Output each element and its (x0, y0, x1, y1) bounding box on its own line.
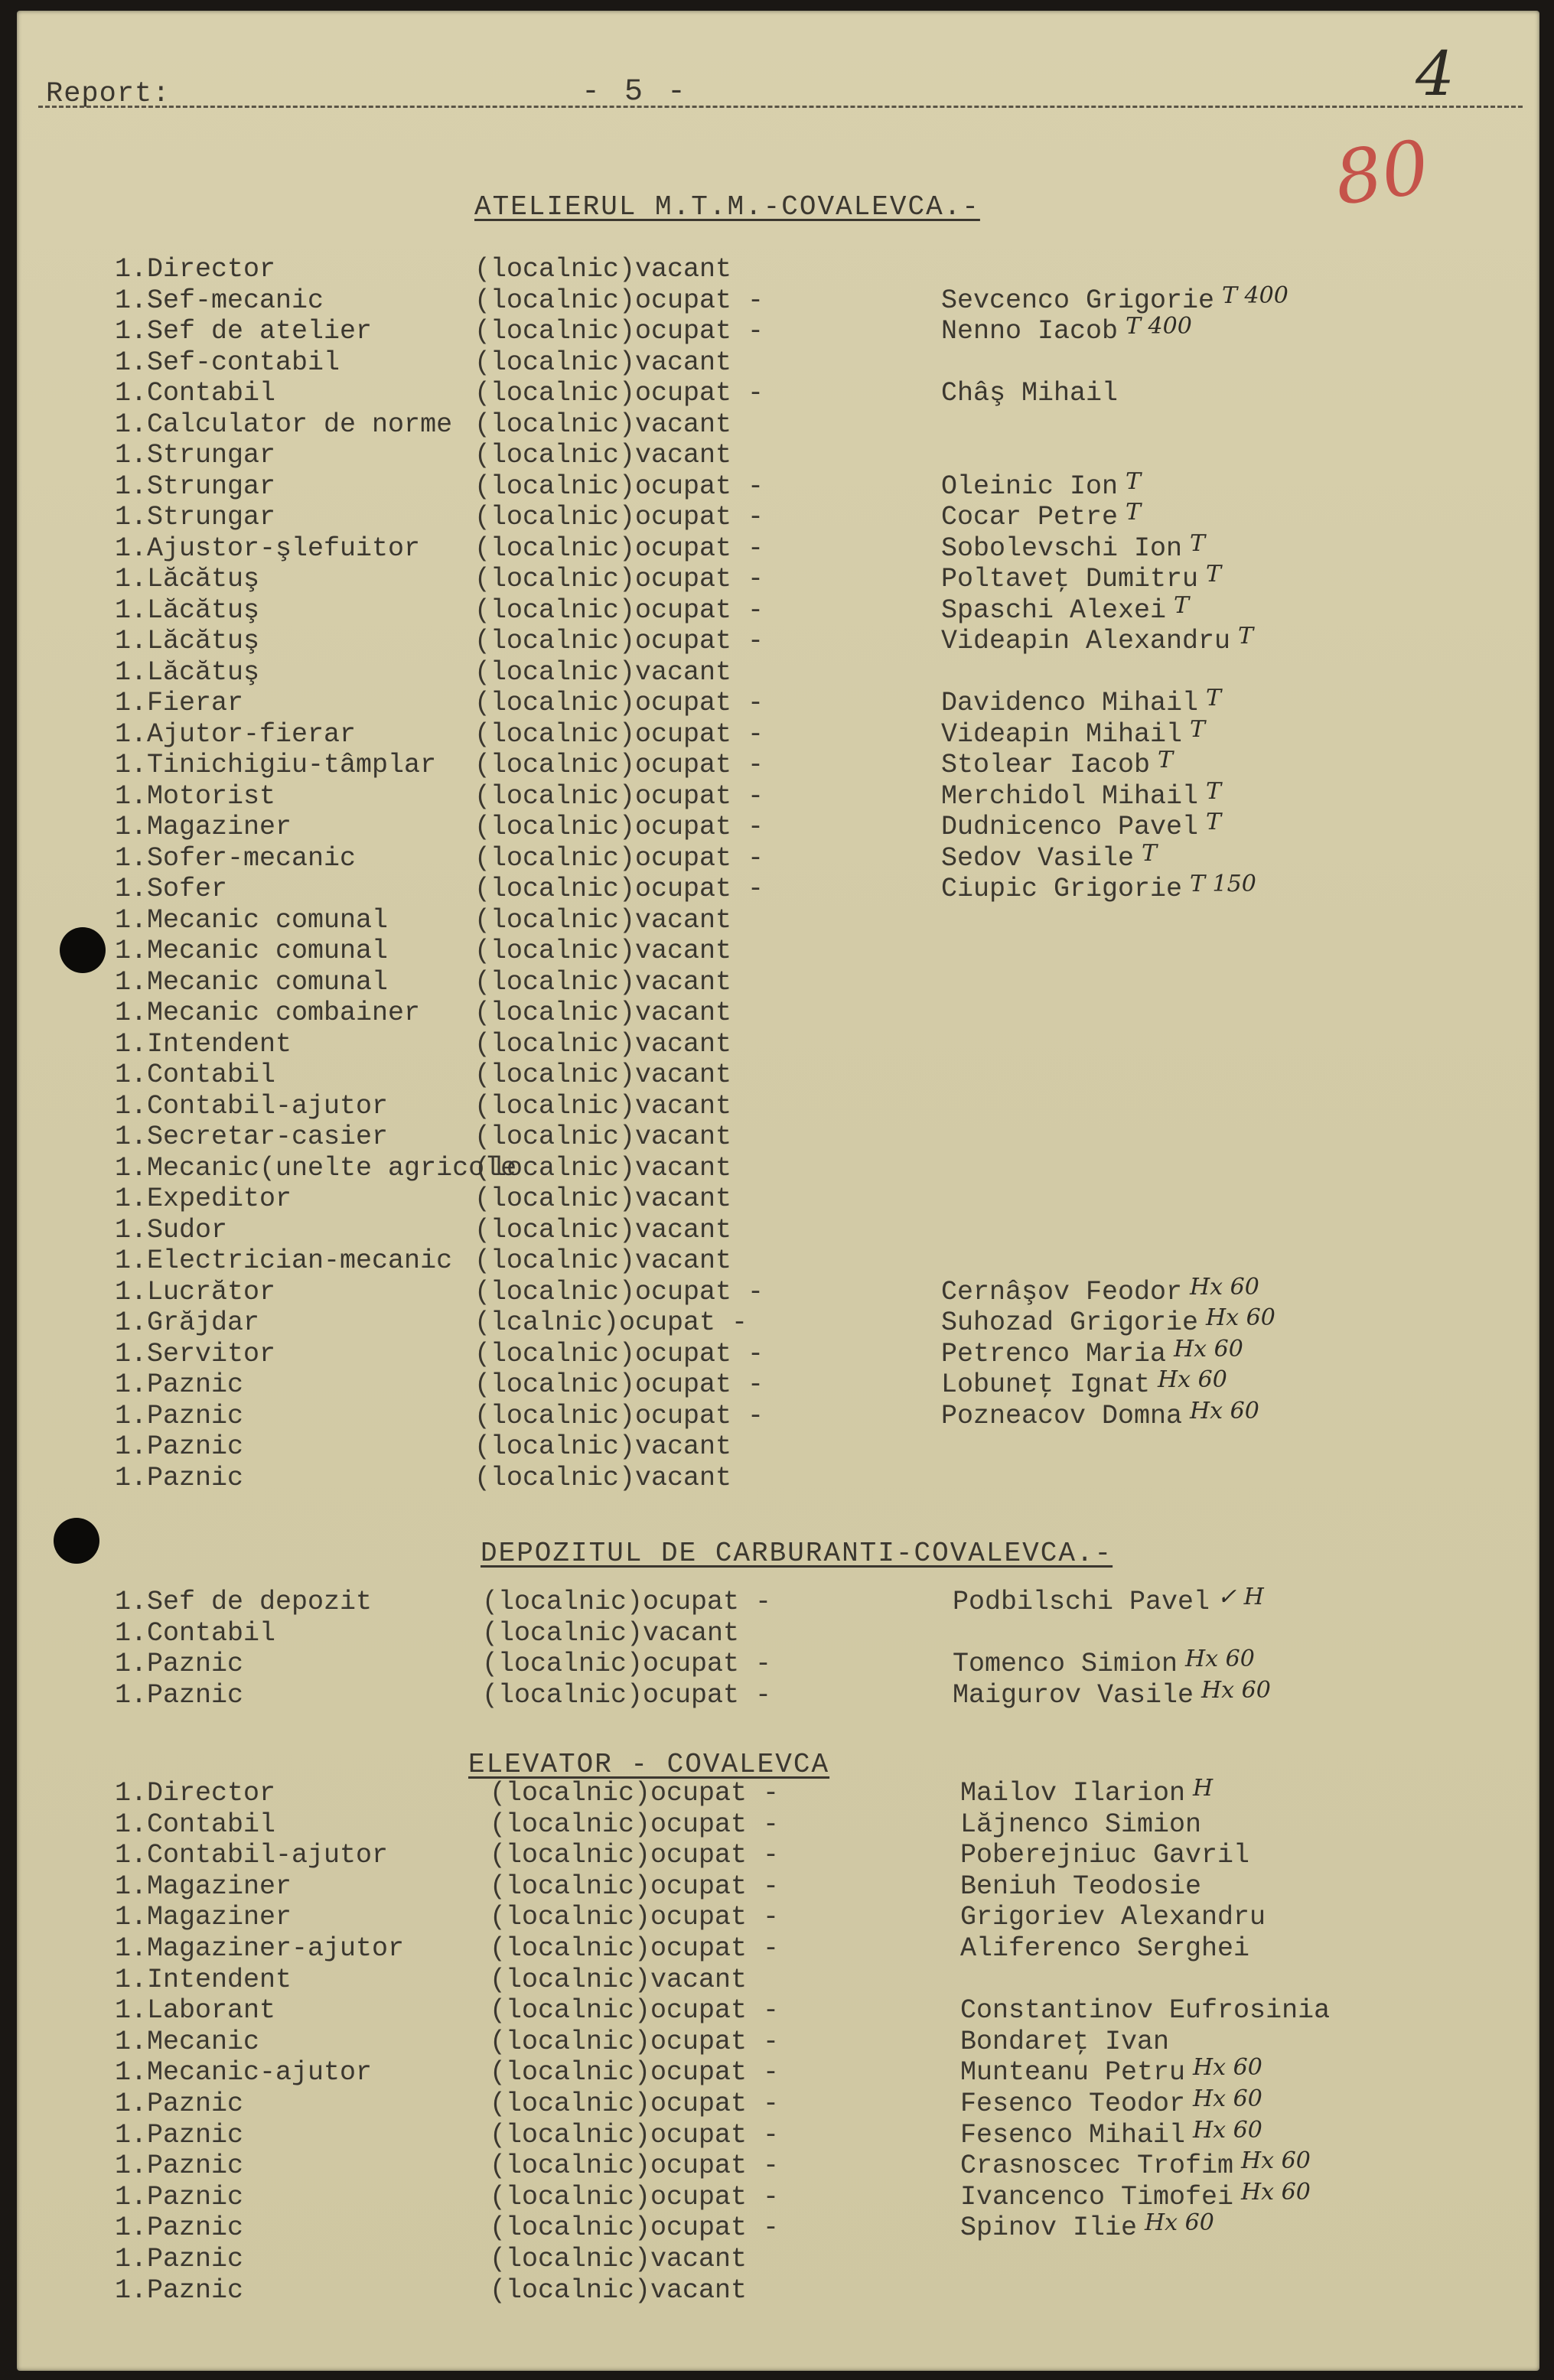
table-row (115, 715, 1492, 750)
position-status: (localnic)ocupat - (490, 2089, 780, 2119)
position-status: (localnic)vacant (474, 1245, 732, 1276)
punch-hole-top (60, 927, 106, 973)
position-status: (localnic)vacant (474, 998, 732, 1028)
position-status: (localnic)vacant (474, 904, 732, 936)
handwritten-annotation: T 400 (1126, 313, 1192, 340)
position-status: (lcalnic)ocupat - (474, 1307, 748, 1338)
punch-hole-bottom (54, 1518, 99, 1564)
header-divider (38, 106, 1523, 108)
handwritten-annotation: H (1193, 1775, 1214, 1802)
handwritten-annotation: T (1190, 529, 1206, 557)
table-row (115, 313, 1492, 347)
position-title: 1.Strungar (115, 502, 276, 532)
handwritten-red-number: 80 (1329, 124, 1435, 222)
table-row (115, 561, 1492, 594)
position-status: (localnic)ocupat - (490, 2026, 780, 2057)
position-status: (localnic)ocupat - (474, 1276, 764, 1307)
position-title: 1.Lăcătuş (115, 564, 260, 594)
table-row (115, 2275, 1492, 2306)
employee-name: Sevcenco Grigorie (941, 285, 1215, 316)
employee-name: Tomenco Simion (953, 1649, 1178, 1679)
position-status: (localnic)ocupat - (474, 750, 764, 780)
position-title: 1.Contabil-ajutor (115, 1840, 389, 1871)
position-title: 1.Paznic (115, 1462, 244, 1493)
position-title: 1.Paznic (115, 2089, 244, 2119)
handwritten-annotation: Hx 60 (1193, 2085, 1262, 2112)
position-status: (localnic)vacant (474, 1122, 732, 1152)
table-row (115, 1584, 1492, 1617)
table-row (115, 1933, 1492, 1964)
employee-name: Nenno Iacob (941, 316, 1119, 347)
handwritten-annotation: T 400 (1222, 282, 1288, 309)
position-status: (localnic)ocupat - (490, 1870, 780, 1902)
page-number: - 5 - (582, 75, 689, 109)
position-status: (localnic)ocupat - (490, 1933, 780, 1964)
position-title: 1.Lucrător (115, 1276, 276, 1307)
table-row (115, 2027, 1492, 2057)
position-title: 1.Paznic (115, 2244, 244, 2274)
position-status: (localnic)ocupat - (474, 1338, 764, 1369)
position-status: (localnic)vacant (474, 347, 732, 378)
position-title: 1.Mecanic comunal (115, 904, 389, 936)
table-row (115, 1091, 1492, 1122)
employee-name: Sedov Vasile (941, 842, 1135, 874)
employee-name: Oleinic Ion (941, 470, 1119, 502)
handwritten-annotation: Hx 60 (1185, 1646, 1255, 1672)
position-title: 1.Motorist (115, 780, 276, 812)
employee-name: Pozneacov Domna (941, 1400, 1183, 1431)
table-row (115, 1871, 1492, 1902)
position-status: (localnic)vacant (474, 1183, 732, 1214)
table-row (115, 1463, 1492, 1493)
position-status: (localnic)vacant (490, 2274, 748, 2306)
handwritten-annotation: Hx 60 (1145, 2209, 1214, 2237)
table-row (115, 905, 1492, 936)
employee-name: Munteanu Petru (960, 2057, 1186, 2089)
table-row (115, 1809, 1492, 1840)
handwritten-folio-number: 4 (1416, 38, 1455, 109)
position-title: 1.Mecanic-ajutor (115, 2057, 373, 2089)
table-row (115, 747, 1492, 780)
position-status: (localnic)ocupat - (490, 2119, 780, 2150)
position-status: (localnic)ocupat - (490, 2212, 780, 2244)
table-row (115, 1431, 1492, 1462)
handwritten-annotation: Hx 60 (1174, 1335, 1243, 1363)
table-row (115, 1995, 1492, 2026)
employee-name: Suhozad Grigorie (941, 1307, 1199, 1338)
position-title: 1.Paznic (115, 2212, 244, 2244)
handwritten-annotation: T (1206, 685, 1222, 711)
employee-name: Fesenco Teodor (960, 2089, 1186, 2119)
position-status: (localnic)vacant (474, 440, 732, 470)
position-title: 1.Sofer (115, 874, 228, 904)
handwritten-annotation: T (1126, 467, 1142, 495)
handwritten-annotation: T (1206, 561, 1222, 588)
position-title: 1.Paznic (115, 1400, 244, 1431)
table-row (115, 1335, 1492, 1369)
employee-name: Beniuh Teodosie (960, 1870, 1202, 1902)
position-title: 1.Mecanic(unelte agricole (115, 1152, 517, 1183)
table-row (115, 998, 1492, 1028)
position-title: 1.Sef-mecanic (115, 285, 324, 316)
position-status: (localnic)ocupat - (474, 594, 764, 626)
position-title: 1.Paznic (115, 2119, 244, 2150)
table-row (115, 967, 1492, 998)
table-row (115, 809, 1492, 842)
position-title: 1.Strungar (115, 470, 276, 502)
position-status: (localnic)ocupat - (490, 2057, 780, 2089)
position-status: (localnic)ocupat - (482, 1587, 772, 1617)
position-status: (localnic)ocupat - (474, 780, 764, 812)
handwritten-annotation: T (1174, 591, 1190, 619)
position-status: (localnic)ocupat - (474, 502, 764, 532)
position-title: 1.Director (115, 254, 276, 285)
position-title: 1.Calculator de norme (115, 409, 453, 440)
table-row (115, 499, 1492, 532)
table-row (115, 623, 1492, 656)
table-row (115, 1029, 1492, 1060)
position-status: (localnic)ocupat - (474, 1400, 764, 1431)
table-row (115, 685, 1492, 718)
position-status: (localnic)ocupat - (482, 1679, 772, 1711)
employee-name: Fesenco Mihail (960, 2119, 1186, 2150)
position-title: 1.Sef de depozit (115, 1587, 373, 1617)
position-title: 1.Sofer-mecanic (115, 842, 357, 874)
handwritten-annotation: T (1126, 499, 1142, 526)
employee-name: Châş Mihail (941, 378, 1119, 409)
table-row (115, 2116, 1492, 2150)
position-title: 1.Paznic (115, 1431, 244, 1462)
table-row (115, 2147, 1492, 2182)
position-status: (localnic)ocupat - (474, 718, 764, 750)
employee-name: Podbilschi Pavel (953, 1587, 1210, 1617)
table-row (115, 1304, 1492, 1338)
position-title: 1.Paznic (115, 2150, 244, 2182)
position-status: (localnic)ocupat - (474, 812, 764, 842)
table-row (115, 529, 1492, 564)
table-row (115, 378, 1492, 409)
employee-name: Videapin Alexandru (941, 626, 1231, 656)
position-status: (localnic)ocupat - (490, 1840, 780, 1871)
table-row (115, 2054, 1492, 2089)
position-title: 1.Director (115, 1778, 276, 1809)
position-title: 1.Mecanic combainer (115, 998, 421, 1028)
employee-name: Constantinov Eufrosinia (960, 1995, 1331, 2027)
table-row (115, 1676, 1492, 1711)
position-status: (localnic)vacant (474, 966, 732, 998)
employee-name: Stolear Iacob (941, 750, 1151, 780)
report-label: Report: (46, 78, 171, 110)
position-status: (localnic)vacant (474, 1028, 732, 1060)
table-row (115, 1840, 1492, 1870)
position-title: 1.Mecanic comunal (115, 966, 389, 998)
handwritten-annotation: T 150 (1190, 871, 1256, 897)
position-status: (localnic)ocupat - (474, 316, 764, 347)
employee-name: Poberejniuc Gavril (960, 1840, 1250, 1871)
employee-name: Dudnicenco Pavel (941, 812, 1199, 842)
employee-name: Cocar Petre (941, 502, 1119, 532)
table-row (115, 871, 1492, 904)
position-status: (localnic)ocupat - (474, 1369, 764, 1400)
handwritten-annotation: Hx 60 (1241, 2147, 1311, 2175)
table-row (115, 2178, 1492, 2212)
table-row (115, 2209, 1492, 2244)
position-title: 1.Magaziner (115, 812, 292, 842)
position-title: 1.Strungar (115, 440, 276, 470)
position-title: 1.Lăcătuş (115, 656, 260, 688)
position-status: (localnic)ocupat - (474, 470, 764, 502)
employee-name: Merchidol Mihail (941, 780, 1199, 812)
position-status: (localnic)vacant (474, 1152, 732, 1183)
position-status: (localnic)ocupat - (490, 1809, 780, 1840)
handwritten-annotation: T (1238, 623, 1254, 650)
employee-name: Bondareţ Ivan (960, 2026, 1170, 2057)
position-title: 1.Laborant (115, 1995, 276, 2027)
position-title: 1.Tinichigiu-tâmplar (115, 750, 437, 780)
table-row (115, 1618, 1492, 1649)
table-row (115, 936, 1492, 966)
position-status: (localnic)vacant (474, 656, 732, 688)
table-row (115, 1060, 1492, 1090)
position-status: (localnic)ocupat - (474, 532, 764, 564)
position-status: (localnic)ocupat - (474, 285, 764, 316)
position-status: (localnic)ocupat - (490, 1902, 780, 1933)
position-status: (localnic)vacant (474, 936, 732, 966)
employee-name: Ciupic Grigorie (941, 874, 1183, 904)
handwritten-annotation: T (1142, 839, 1158, 867)
table-row (115, 467, 1492, 502)
table-row (115, 839, 1492, 874)
position-status: (localnic)ocupat - (490, 2181, 780, 2212)
table-row (115, 409, 1492, 440)
position-status: (localnic)ocupat - (474, 874, 764, 904)
handwritten-annotation: T (1158, 747, 1174, 773)
table-row (115, 591, 1492, 626)
position-status: (localnic)vacant (490, 2244, 748, 2274)
position-status: (localnic)ocupat - (490, 1995, 780, 2027)
table-row (115, 1397, 1492, 1431)
position-status: (localnic)vacant (474, 1462, 732, 1493)
position-status: (localnic)vacant (474, 409, 732, 440)
position-title: 1.Intendent (115, 1028, 292, 1060)
position-title: 1.Sef-contabil (115, 347, 340, 378)
position-status: (localnic)vacant (474, 1214, 732, 1245)
position-status: (localnic)ocupat - (490, 1778, 780, 1809)
position-title: 1.Contabil (115, 1060, 276, 1090)
employee-name: Sobolevschi Ion (941, 532, 1183, 564)
employee-name: Spinov Ilie (960, 2212, 1138, 2244)
position-title: 1.Intendent (115, 1964, 292, 1995)
table-row (115, 254, 1492, 285)
position-title: 1.Secretar-casier (115, 1122, 389, 1152)
table-row (115, 1215, 1492, 1245)
position-title: 1.Magaziner (115, 1870, 292, 1902)
handwritten-annotation: T (1206, 809, 1222, 835)
position-status: (localnic)ocupat - (474, 688, 764, 718)
position-title: 1.Magaziner-ajutor (115, 1933, 405, 1964)
position-title: 1.Sudor (115, 1214, 228, 1245)
position-title: 1.Lăcătuş (115, 594, 260, 626)
table-row (115, 1775, 1492, 1809)
position-status: (localnic)vacant (474, 1060, 732, 1090)
table-row (115, 1366, 1492, 1400)
position-status: (localnic)vacant (474, 1090, 732, 1122)
position-status: (localnic)ocupat - (490, 2150, 780, 2182)
position-title: 1.Contabil-ajutor (115, 1090, 389, 1122)
handwritten-annotation: Hx 60 (1193, 2116, 1262, 2144)
position-status: (localnic)ocupat - (474, 564, 764, 594)
position-title: 1.Ajutor-fierar (115, 718, 357, 750)
table-row (115, 1245, 1492, 1276)
position-title: 1.Contabil (115, 378, 276, 409)
section-title-depozit: DEPOZITUL DE CARBURANTI-COVALEVCA.- (481, 1538, 1113, 1569)
table-row (115, 777, 1492, 812)
position-title: 1.Electrician-mecanic (115, 1245, 453, 1276)
position-status: (localnic)ocupat - (482, 1649, 772, 1679)
handwritten-annotation: Hx 60 (1201, 1676, 1271, 1704)
position-status: (localnic)ocupat - (474, 842, 764, 874)
handwritten-annotation: Hx 60 (1241, 2178, 1311, 2206)
employee-name: Poltaveţ Dumitru (941, 564, 1199, 594)
position-title: 1.Expeditor (115, 1183, 292, 1214)
position-status: (localnic)vacant (490, 1964, 748, 1995)
table-row (115, 1183, 1492, 1214)
position-title: 1.Mecanic (115, 2026, 260, 2057)
position-status: (localnic)vacant (474, 1431, 732, 1462)
table-row (115, 282, 1492, 316)
employee-name: Cernâşov Feodor (941, 1276, 1183, 1307)
table-row (115, 347, 1492, 378)
employee-name: Videapin Mihail (941, 718, 1183, 750)
employee-name: Ivancenco Timofei (960, 2181, 1234, 2212)
table-row (115, 1122, 1492, 1152)
position-status: (localnic)ocupat - (474, 378, 764, 409)
position-title: 1.Contabil (115, 1617, 276, 1649)
position-title: 1.Paznic (115, 2181, 244, 2212)
section-title-atelier: ATELIERUL M.T.M.-COVALEVCA.- (474, 191, 980, 223)
position-status: (localnic)ocupat - (474, 626, 764, 656)
employee-name: Petrenco Maria (941, 1338, 1167, 1369)
table-row (115, 1273, 1492, 1307)
position-title: 1.Fierar (115, 688, 244, 718)
employee-name: Aliferenco Serghei (960, 1933, 1250, 1964)
employee-name: Crasnoscec Trofim (960, 2150, 1234, 2182)
table-row (115, 1646, 1492, 1679)
employee-name: Lăjnenco Simion (960, 1809, 1202, 1840)
position-title: 1.Contabil (115, 1809, 276, 1840)
position-title: 1.Servitor (115, 1338, 276, 1369)
position-title: 1.Grăjdar (115, 1307, 260, 1338)
position-title: 1.Ajustor-şlefuitor (115, 532, 421, 564)
table-row (115, 1153, 1492, 1183)
handwritten-annotation: Hx 60 (1158, 1366, 1227, 1393)
table-row (115, 657, 1492, 688)
handwritten-annotation: T (1190, 715, 1206, 743)
handwritten-annotation: Hx 60 (1206, 1304, 1275, 1331)
position-title: 1.Sef de atelier (115, 316, 373, 347)
position-title: 1.Mecanic comunal (115, 936, 389, 966)
handwritten-annotation: Hx 60 (1190, 1273, 1259, 1301)
handwritten-annotation: Hx 60 (1190, 1397, 1259, 1424)
table-row (115, 2244, 1492, 2274)
employee-name: Spaschi Alexei (941, 594, 1167, 626)
employee-name: Lobuneţ Ignat (941, 1369, 1151, 1400)
employee-name: Davidenco Mihail (941, 688, 1199, 718)
handwritten-annotation: Hx 60 (1193, 2054, 1262, 2082)
table-row (115, 2085, 1492, 2119)
position-title: 1.Magaziner (115, 1902, 292, 1933)
table-row (115, 1902, 1492, 1932)
handwritten-annotation: T (1206, 777, 1222, 805)
position-title: 1.Paznic (115, 1679, 244, 1711)
position-title: 1.Paznic (115, 1369, 244, 1400)
handwritten-annotation: ✓ H (1217, 1584, 1264, 1610)
position-status: (localnic)vacant (482, 1617, 740, 1649)
employee-name: Mailov Ilarion (960, 1778, 1186, 1809)
table-row (115, 440, 1492, 470)
employee-name: Grigoriev Alexandru (960, 1902, 1266, 1933)
employee-name: Maigurov Vasile (953, 1679, 1194, 1711)
position-status: (localnic)vacant (474, 254, 732, 285)
position-title: 1.Lăcătuş (115, 626, 260, 656)
position-title: 1.Paznic (115, 2274, 244, 2306)
section-title-elevator: ELEVATOR - COVALEVCA (468, 1749, 830, 1780)
position-title: 1.Paznic (115, 1649, 244, 1679)
table-row (115, 1965, 1492, 1995)
